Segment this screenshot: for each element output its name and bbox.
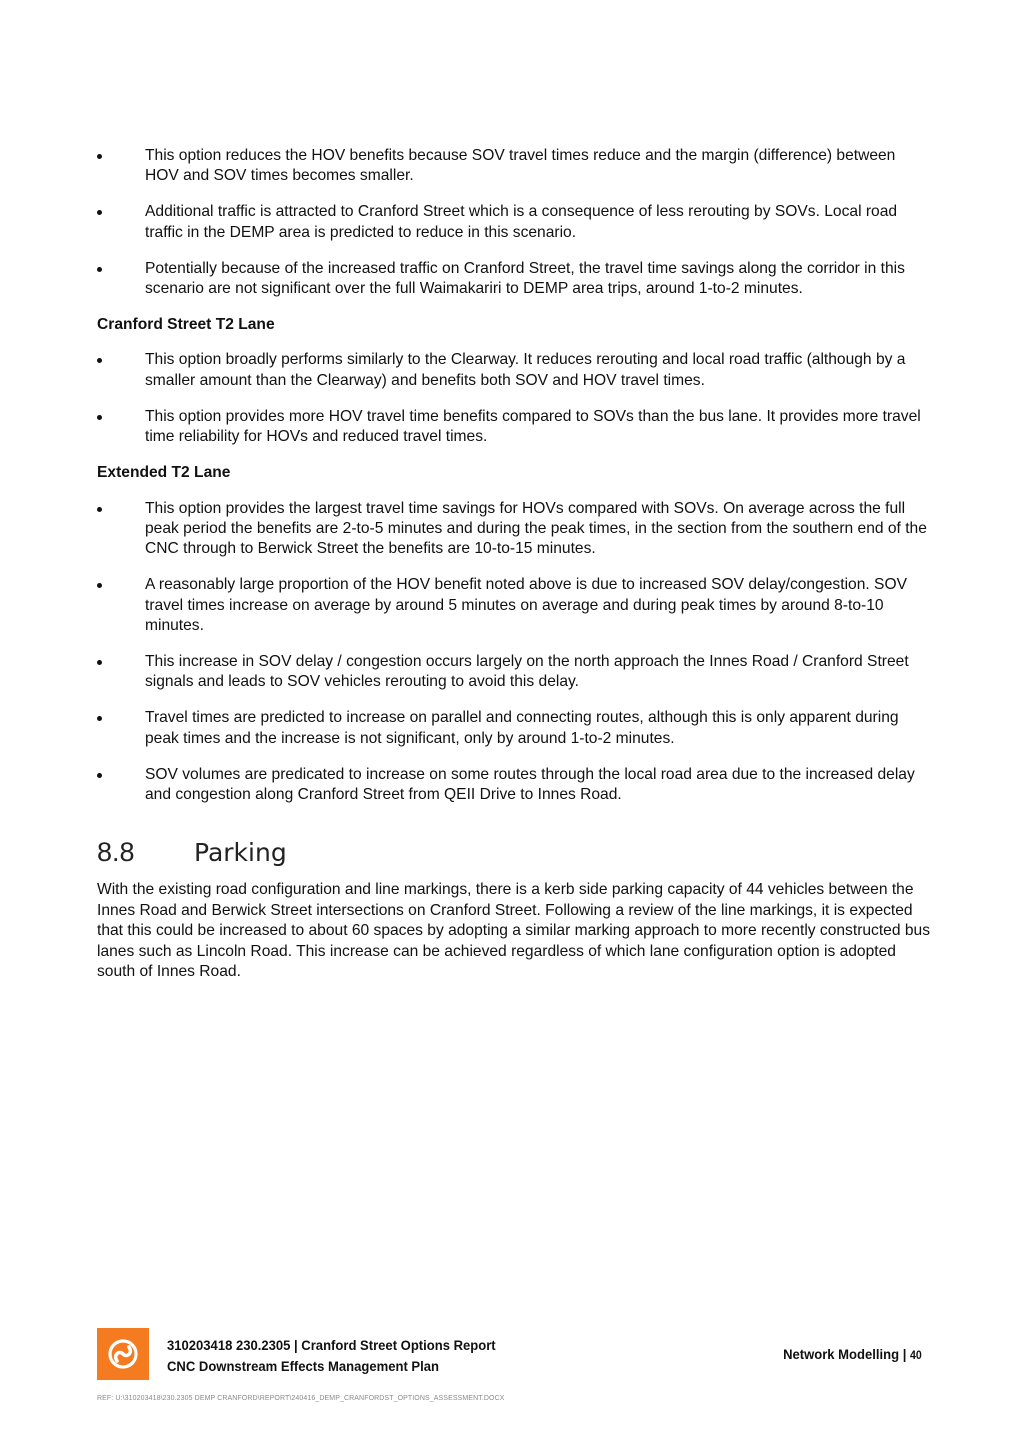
- list-item-text: This option provides more HOV travel time benefits compared to SOVs than the bus lane. It provides more travel time reliability for HOVs and reduced travel times.: [145, 407, 921, 446]
- logo-swirl-icon: [97, 1328, 149, 1380]
- bullet-icon: [97, 267, 102, 272]
- page-content: [97, 146, 930, 982]
- bullet-icon: [97, 154, 102, 159]
- section-title: Parking: [194, 838, 287, 868]
- list-item-text: SOV volumes are predicated to increase on some routes through the local road area due to the increased delay and congestion along Cranford Street from QEII Drive to Innes Road.: [145, 765, 915, 804]
- page-number: 40: [910, 1350, 922, 1362]
- list-item: [97, 652, 930, 693]
- bullet-icon: [97, 716, 102, 721]
- bullet-icon: [97, 507, 102, 512]
- list-item-text: This increase in SOV delay / congestion occurs largely on the north approach the Innes Road / Cranford Street signals and leads to SOV vehicles rerouting to avoid this delay.: [145, 653, 909, 691]
- list-item-text: Additional traffic is attracted to Cranford Street which is a consequence of less rerouting by SOVs. Local road traffic in the DEMP area is predicted to reduce in this scenario.: [145, 203, 898, 241]
- page-footer: [97, 1328, 922, 1380]
- list-item-text: Travel times are predicted to increase on parallel and connecting routes, although this is only apparent during peak times and the increase is not significant, only by around 1-to-2 minutes.: [145, 709, 899, 747]
- company-logo: [97, 1328, 149, 1380]
- bullet-icon: [97, 358, 102, 363]
- section-heading: [97, 835, 930, 870]
- section-number: 8.8: [97, 837, 135, 868]
- intro-bullet-list: [97, 146, 930, 299]
- list-item: [97, 407, 930, 448]
- footer-report-title: 310203418 230.2305 | Cranford Street Options Report: [167, 1338, 496, 1354]
- bullet-icon: [97, 773, 102, 778]
- footer-section-label: Network Modelling |: [783, 1347, 907, 1363]
- list-item: [97, 708, 930, 749]
- bullet-icon: [97, 583, 102, 588]
- parking-paragraph: With the existing road configuration and line markings, there is a kerb side parking capacity of 44 vehicles between the Innes Road and Berwick Street intersections on Cranford Street. Following a review of the line markings, it is expected that this could be increased to about 60 spaces by adopting a similar marking approach to more recently constructed bus lanes such as Lincoln Road. This increase can be achieved regardless of which lane configuration option is adopted south of Innes Road.: [97, 881, 931, 981]
- list-item-text: This option reduces the HOV benefits because SOV travel times reduce and the margin (difference) between HOV and SOV times becomes smaller.: [145, 147, 896, 185]
- list-item: [97, 202, 930, 243]
- extended-t2-heading: Extended T2 Lane: [97, 464, 231, 482]
- list-item-text: Potentially because of the increased traffic on Cranford Street, the travel time savings along the corridor in this scenario are not significant over the full Waimakariri to DEMP area trips, around 1-to-2 minutes.: [145, 259, 905, 298]
- t2-lane-bullet-list: [97, 350, 930, 447]
- footer-title-block: [167, 1336, 496, 1377]
- extended-t2-bullet-list: [97, 499, 930, 806]
- bullet-icon: [97, 210, 102, 215]
- list-item-text: A reasonably large proportion of the HOV benefit noted above is due to increased SOV delay/congestion. SOV travel times increase on average by around 5 minutes on average and during peak times by around 8-to-10 minutes.: [145, 576, 907, 635]
- list-item: [97, 499, 930, 560]
- bullet-icon: [97, 415, 102, 420]
- list-item: [97, 350, 930, 391]
- list-item: [97, 765, 930, 806]
- list-item-text: This option provides the largest travel time savings for HOVs compared with SOVs. On average across the full peak period the benefits are 2-to-5 minutes and during the peak times, in the section from the southern end of the CNC through to Berwick Street the benefits are 10-to-15 minutes.: [145, 499, 927, 558]
- bullet-icon: [97, 660, 102, 665]
- list-item: [97, 146, 930, 187]
- list-item: [97, 575, 930, 636]
- list-item: [97, 259, 930, 300]
- t2-lane-heading: Cranford Street T2 Lane: [97, 315, 275, 333]
- file-reference: REF: U:\310203418\230.2305 DEMP CRANFORD\REPORT\240416_DEMP_CRANFORDST_OPTIONS_ASSESSMENT.DOCX: [97, 1395, 505, 1402]
- footer-plan-title: CNC Downstream Effects Management Plan: [167, 1358, 439, 1375]
- list-item-text: This option broadly performs similarly to the Clearway. It reduces rerouting and local road traffic (although by a smaller amount than the Clearway) and benefits both SOV and HOV travel times.: [145, 351, 906, 389]
- footer-page-label: [783, 1346, 922, 1365]
